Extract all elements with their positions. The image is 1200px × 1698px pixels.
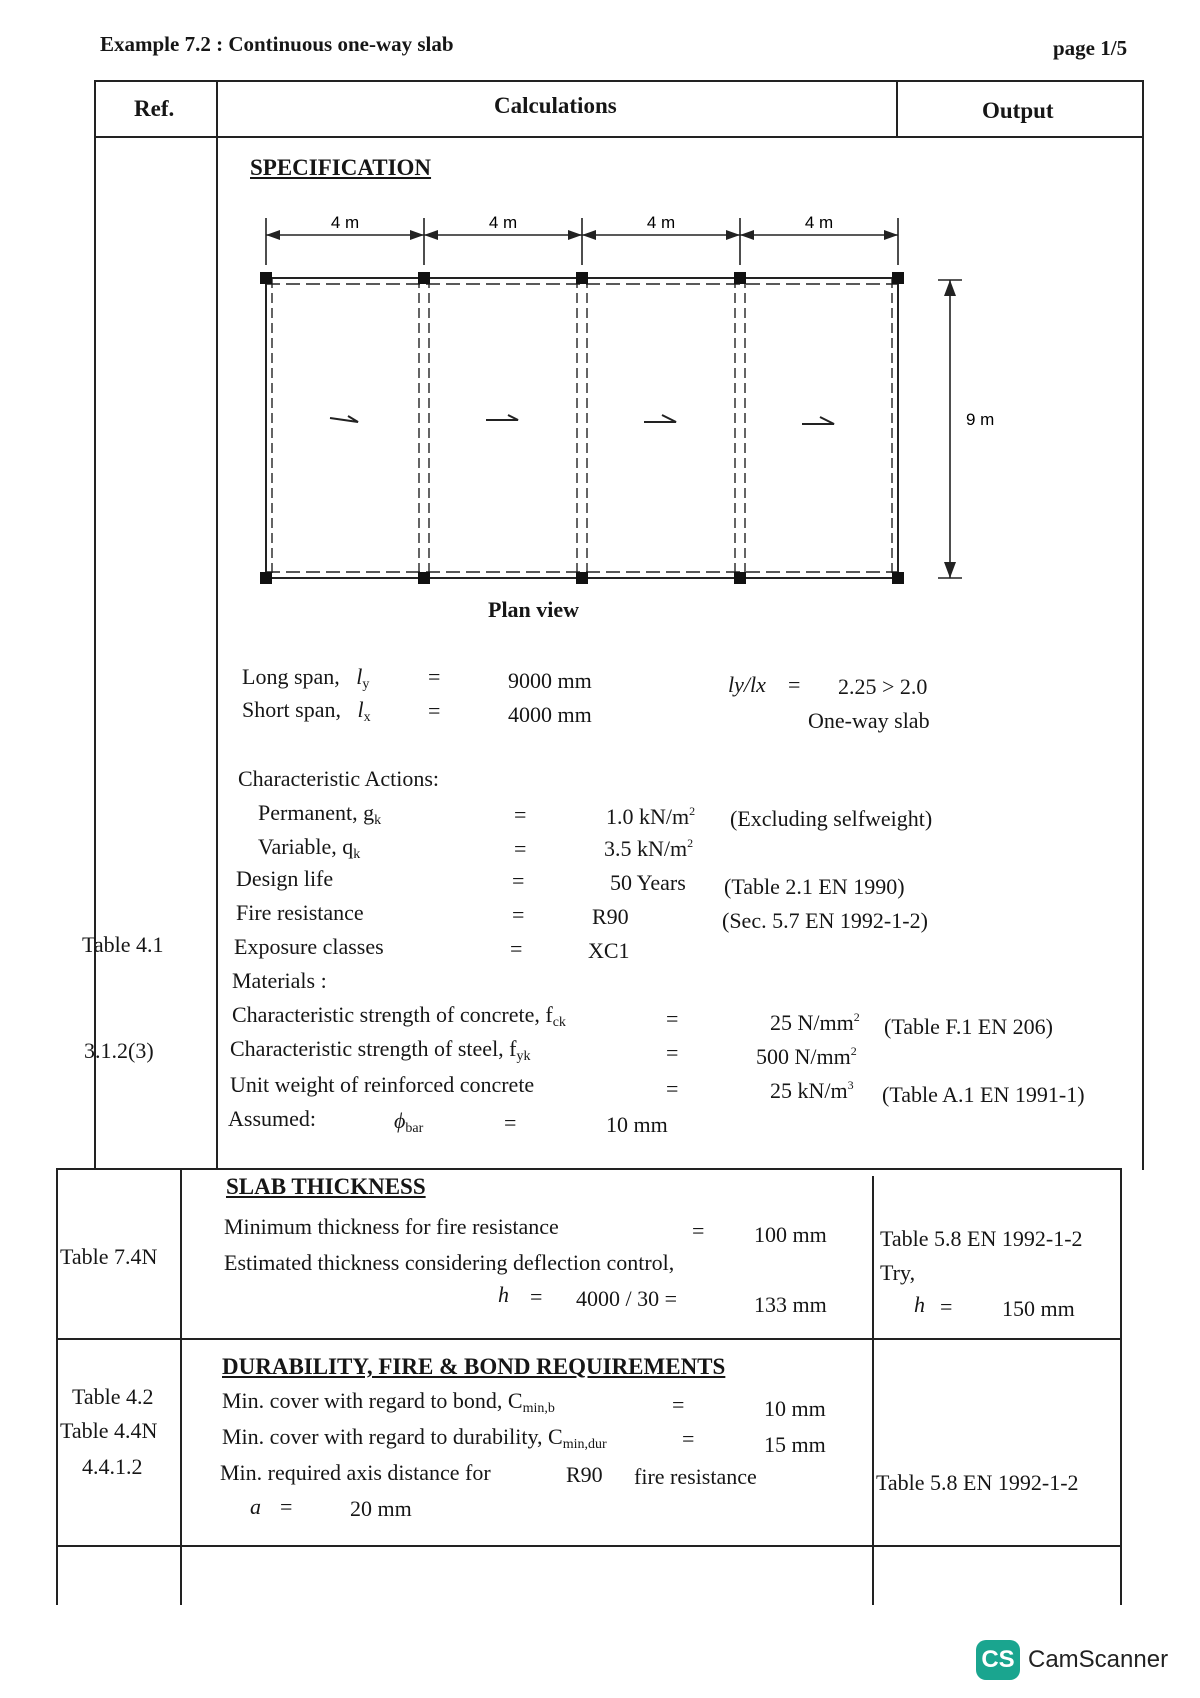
table-right-border <box>1142 80 1144 1170</box>
assumed-bar-symbol: $\phi_{bar}$ <box>394 1108 424 1136</box>
short-span-value: 4000 mm <box>508 702 592 727</box>
output-column-border-header <box>896 80 898 138</box>
short-span-eq: = <box>428 698 441 723</box>
section-divider-1 <box>56 1168 1122 1170</box>
table-top-border <box>94 80 1144 82</box>
bond-cover-value: 10 mm <box>764 1396 826 1421</box>
column-header-output: Output <box>982 98 1054 123</box>
variable-action-eq: = <box>514 836 527 861</box>
steel-strength-value: 500 $N/mm^2$ <box>756 1044 857 1069</box>
ref-table-4-2: Table 4.2 <box>72 1384 154 1409</box>
ref-column-border <box>216 80 218 1170</box>
fire-resistance-eq: = <box>512 902 525 927</box>
permanent-action-note: (Excluding selfweight) <box>730 806 933 831</box>
materials-label: Materials : <box>232 968 327 993</box>
long-span-eq: = <box>428 664 441 689</box>
thickness-output-eq: = <box>940 1294 953 1319</box>
variable-action-value: 3.5 $kN/m^2$ <box>604 836 694 861</box>
specification-heading: SPECIFICATION <box>250 155 432 180</box>
thickness-output-value: 150 mm <box>1002 1296 1075 1321</box>
depth-label: 9 m <box>966 410 995 429</box>
permanent-action-label: Permanent, $g_k$ <box>258 800 382 828</box>
durability-cover-value: 15 mm <box>764 1432 826 1457</box>
steel-strength-label: Characteristic strength of steel, $f_{yk}$ <box>230 1036 531 1064</box>
span-label-1: 4 m <box>330 213 360 232</box>
ref-4-4-1-2: 4.4.1.2 <box>82 1454 143 1479</box>
column-header-ref: Ref. <box>134 96 175 121</box>
min-thickness-label: Minimum thickness for fire resistance <box>224 1214 559 1239</box>
span-label-3: 4 m <box>646 213 676 232</box>
span-ratio-value: 2.25 > 2.0 <box>838 674 928 699</box>
slab-type-result: One-way slab <box>808 708 930 733</box>
axis-distance-a-eq: = <box>280 1494 293 1519</box>
camscanner-watermark <box>976 1640 1168 1680</box>
steel-strength-eq: = <box>666 1040 679 1065</box>
estimated-h-value: 133 mm <box>754 1292 827 1317</box>
concrete-strength-value: 25 $N/mm^2$ <box>770 1010 860 1035</box>
estimated-thickness-label: Estimated thickness considering deflection control, <box>224 1250 675 1275</box>
bond-cover-label: Min. cover with regard to bond, $C_{min,b}$ <box>222 1388 555 1416</box>
axis-distance-r90: R90 <box>566 1462 603 1487</box>
thickness-output-ref: Table 5.8 EN 1992-1-2 <box>880 1226 1083 1251</box>
design-life-label: Design life <box>236 866 334 891</box>
estimated-h-expression: 4000 / 30 = <box>576 1286 678 1311</box>
long-span-label: Long span, $l_y$ <box>242 664 370 692</box>
axis-distance-label: Min. required axis distance for <box>220 1460 491 1485</box>
fire-resistance-value: R90 <box>592 904 629 929</box>
section-divider-2 <box>56 1338 1122 1340</box>
design-life-note: (Table 2.1 EN 1990) <box>724 874 905 899</box>
plan-view-diagram <box>250 210 995 590</box>
exposure-classes-label: Exposure classes <box>234 934 384 959</box>
thickness-output-h: h <box>914 1292 925 1317</box>
header-bottom-border <box>94 136 1144 138</box>
camscanner-logo-icon: CS <box>976 1640 1020 1680</box>
estimated-h-symbol: h <box>498 1282 509 1307</box>
assumed-value: 10 mm <box>606 1112 668 1137</box>
long-span-value: 9000 mm <box>508 668 592 693</box>
design-life-eq: = <box>512 868 525 893</box>
plan-view-caption: Plan view <box>488 597 580 622</box>
concrete-strength-label: Characteristic strength of concrete, $f_{ck}$ <box>232 1002 566 1030</box>
document-title: Example 7.2 : Continuous one-way slab <box>100 32 454 56</box>
span-label-4: 4 m <box>804 213 834 232</box>
variable-action-label: Variable, $q_k$ <box>258 834 361 862</box>
min-thickness-eq: = <box>692 1218 705 1243</box>
table-left-border <box>94 80 96 1170</box>
min-thickness-value: 100 mm <box>754 1222 827 1247</box>
unit-weight-label: Unit weight of reinforced concrete <box>230 1072 535 1097</box>
durability-cover-eq: = <box>682 1426 695 1451</box>
output-column-border-lower <box>872 1176 874 1605</box>
ref-3-1-2-3: 3.1.2(3) <box>84 1038 154 1063</box>
durability-heading: DURABILITY, FIRE & BOND REQUIREMENTS <box>222 1354 726 1379</box>
exposure-classes-value: XC1 <box>588 938 630 963</box>
ref-table-4-1: Table 4.1 <box>82 932 164 957</box>
fire-resistance-label: Fire resistance <box>236 900 364 925</box>
fire-resistance-note: (Sec. 5.7 EN 1992-1-2) <box>722 908 928 933</box>
concrete-strength-eq: = <box>666 1006 679 1031</box>
ref-table-4-4n: Table 4.4N <box>60 1418 158 1443</box>
ref-column-border-lower <box>180 1168 182 1605</box>
axis-distance-tail: fire resistance <box>634 1464 757 1489</box>
table-right-border-lower <box>1120 1168 1122 1605</box>
assumed-eq: = <box>504 1110 517 1135</box>
slab-thickness-heading: SLAB THICKNESS <box>226 1174 426 1199</box>
table-left-border-lower <box>56 1168 58 1605</box>
exposure-classes-eq: = <box>510 936 523 961</box>
characteristic-actions-label: Characteristic Actions: <box>238 766 439 791</box>
page-number: page 1/5 <box>1053 36 1128 60</box>
unit-weight-eq: = <box>666 1076 679 1101</box>
permanent-action-value: 1.0 $kN/m^2$ <box>606 804 696 829</box>
durability-output-ref: Table 5.8 EN 1992-1-2 <box>876 1470 1079 1495</box>
ref-table-7-4n: Table 7.4N <box>60 1244 158 1269</box>
concrete-strength-note: (Table F.1 EN 206) <box>884 1014 1053 1039</box>
bond-cover-eq: = <box>672 1392 685 1417</box>
span-label-2: 4 m <box>488 213 518 232</box>
column-header-calculations: Calculations <box>494 93 617 118</box>
unit-weight-value: 25 $kN/m^3$ <box>770 1078 854 1103</box>
section-divider-3 <box>56 1545 1122 1547</box>
thickness-output-try: Try, <box>880 1260 916 1285</box>
axis-distance-a-symbol: a <box>250 1494 261 1519</box>
design-life-value: 50 Years <box>610 870 686 895</box>
permanent-action-eq: = <box>514 802 527 827</box>
span-ratio-eq: = <box>788 672 801 697</box>
span-ratio-symbol: ly/lx <box>728 672 766 697</box>
unit-weight-note: (Table A.1 EN 1991-1) <box>882 1082 1085 1107</box>
estimated-h-eq: = <box>530 1284 543 1309</box>
span-direction-icons <box>330 415 834 424</box>
axis-distance-a-value: 20 mm <box>350 1496 412 1521</box>
assumed-label: Assumed: <box>228 1106 316 1131</box>
durability-cover-label: Min. cover with regard to durability, $C_{min,dur}$ <box>222 1424 607 1452</box>
camscanner-text: CamScanner <box>1028 1646 1169 1673</box>
short-span-label: Short span, $l_x$ <box>242 697 371 725</box>
